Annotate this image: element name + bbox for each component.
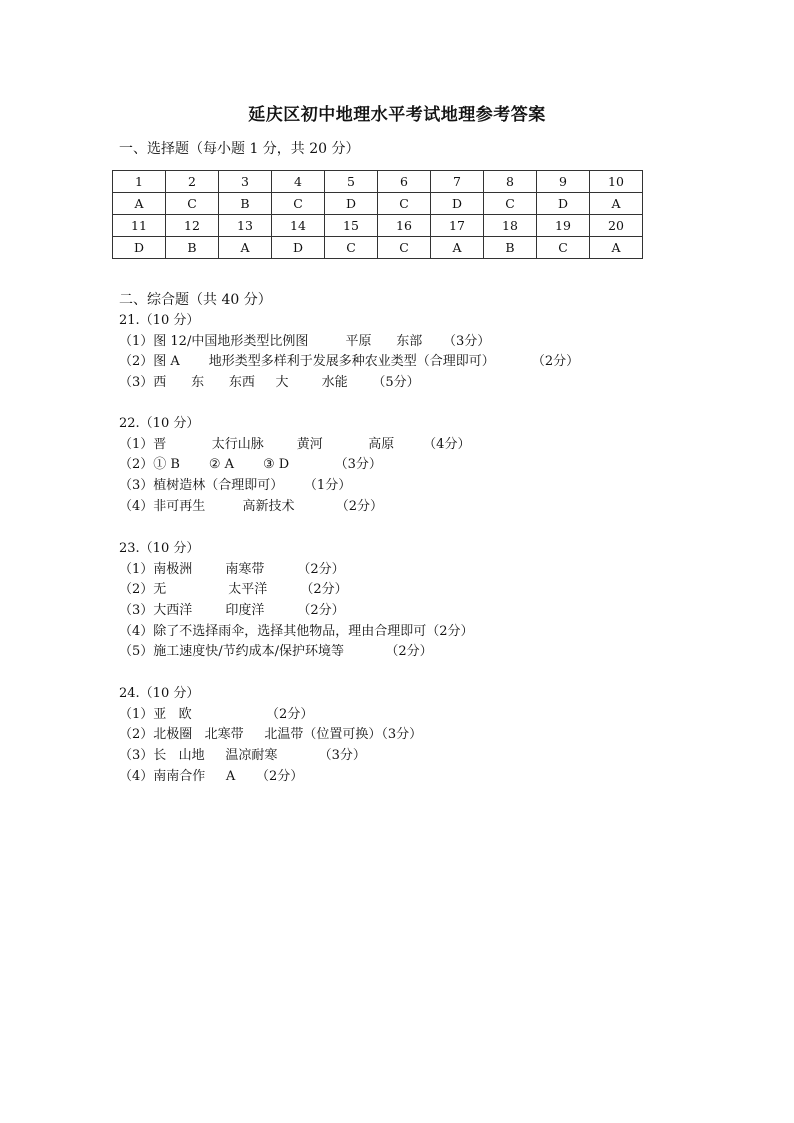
answer-cell: A [590, 237, 643, 259]
question-number: 16 [378, 215, 431, 237]
answer-cell: C [484, 193, 537, 215]
answer-line: （2）无 太平洋 （2分） [119, 582, 348, 598]
question-number: 14 [272, 215, 325, 237]
question-heading: 23.（10 分） [119, 541, 200, 556]
answer-line: （3）大西洋 印度洋 （2分） [119, 603, 345, 619]
answer-cell: B [484, 237, 537, 259]
question-number: 10 [590, 171, 643, 193]
question-number: 11 [113, 215, 166, 237]
answer-line: （5）施工速度快/节约成本/保护环境等 （2分） [119, 644, 433, 660]
answer-table [112, 170, 643, 259]
question-number: 3 [219, 171, 272, 193]
answer-line: （2）图 A 地形类型多样利于发展多种农业类型（合理即可） （2分） [119, 354, 580, 370]
question-24 [119, 684, 422, 787]
table-row-answers-1 [113, 193, 643, 215]
question-number: 17 [431, 215, 484, 237]
answer-line: （3）植树造林（合理即可） （1分） [119, 478, 352, 494]
answer-cell: D [325, 193, 378, 215]
question-number: 9 [537, 171, 590, 193]
question-heading: 24.（10 分） [119, 686, 200, 701]
answer-cell: C [166, 193, 219, 215]
answer-cell: C [272, 193, 325, 215]
answer-cell: D [272, 237, 325, 259]
question-heading: 22.（10 分） [119, 416, 200, 431]
answer-cell: A [113, 193, 166, 215]
question-number: 19 [537, 215, 590, 237]
section-comprehensive-title: 二、综合题（共 40 分） [119, 292, 272, 308]
question-number: 7 [431, 171, 484, 193]
question-number: 1 [113, 171, 166, 193]
answer-cell: D [537, 193, 590, 215]
question-number: 6 [378, 171, 431, 193]
answer-cell: B [219, 193, 272, 215]
answer-cell: D [113, 237, 166, 259]
answer-cell: D [431, 193, 484, 215]
answer-line: （4）非可再生 高新技术 （2分） [119, 498, 384, 514]
question-number: 2 [166, 171, 219, 193]
answer-cell: C [325, 237, 378, 259]
answer-line: （1）晋 太行山脉 黄河 高原 （4分） [119, 436, 471, 452]
question-number: 15 [325, 215, 378, 237]
answer-cell: C [378, 237, 431, 259]
question-number: 5 [325, 171, 378, 193]
answer-line: （1）亚 欧 （2分） [119, 706, 314, 722]
answer-line: （1）南极洲 南寒带 （2分） [119, 561, 345, 577]
answer-line: （2）① B ② A ③ D （3分） [119, 457, 382, 473]
question-number: 12 [166, 215, 219, 237]
table-row-numbers-2 [113, 215, 643, 237]
answer-cell: A [219, 237, 272, 259]
question-21 [119, 311, 579, 394]
question-23 [119, 539, 474, 663]
table-row-numbers-1 [113, 171, 643, 193]
question-number: 18 [484, 215, 537, 237]
question-22 [119, 414, 470, 517]
question-heading: 21.（10 分） [119, 313, 200, 328]
answer-line: （2）北极圈 北寒带 北温带（位置可换）（3分） [119, 727, 423, 743]
question-number: 20 [590, 215, 643, 237]
question-number: 13 [219, 215, 272, 237]
answer-line: （1）图 12/中国地形类型比例图 平原 东部 （3分） [119, 333, 491, 349]
answer-line: （3）西 东 东西 大 水能 （5分） [119, 375, 420, 391]
answer-line: （4）除了不选择雨伞，选择其他物品，理由合理即可（2分） [119, 623, 474, 639]
table-row-answers-2 [113, 237, 643, 259]
answer-cell: A [431, 237, 484, 259]
section-choice-title: 一、选择题（每小题 1 分，共 20 分） [119, 141, 360, 157]
answer-cell: C [378, 193, 431, 215]
answer-line: （3）长 山地 温凉耐寒 （3分） [119, 748, 366, 764]
question-number: 4 [272, 171, 325, 193]
answer-cell: C [537, 237, 590, 259]
answer-cell: B [166, 237, 219, 259]
answer-cell: A [590, 193, 643, 215]
page-title: 延庆区初中地理水平考试地理参考答案 [248, 105, 546, 125]
answer-line: （4）南南合作 A （2分） [119, 768, 304, 784]
question-number: 8 [484, 171, 537, 193]
